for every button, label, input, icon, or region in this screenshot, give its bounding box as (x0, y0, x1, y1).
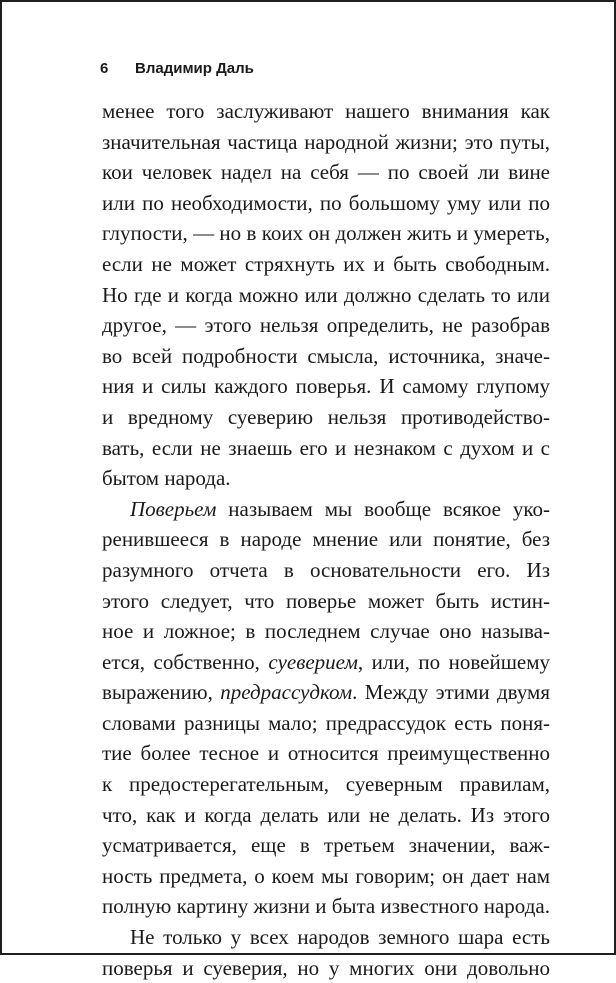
text-segment: что, как и когда делать или не делать. Из этого (102, 802, 550, 827)
text-segment: тие более тесное и относится преимущественно (102, 741, 550, 766)
text-segment: бытом народа. (102, 466, 231, 491)
text-segment: словами разницы мало; предрассудок есть поня- (102, 710, 550, 735)
text-segment: ное и ложное; в последнем случае оно называ- (102, 619, 550, 644)
text-segment: усматривается, еще в третьем значении, важ- (102, 833, 550, 858)
text-line (102, 830, 550, 861)
text-segment: к предостерегательным, суеверным правилам, (102, 772, 550, 797)
text-line (102, 738, 550, 769)
text-line (102, 769, 550, 800)
text-segment: разумного отчета в основательности его. Из (102, 557, 550, 582)
text-segment: полную картину жизни и быта известного народа. (102, 894, 550, 919)
text-segment: во всей подробности смысла, источника, значе- (102, 343, 550, 368)
text-segment: если не может стряхнуть их и быть свободным. (102, 251, 550, 276)
text-line (102, 188, 550, 219)
text-line (102, 800, 550, 831)
text-segment: менее того заслуживают нашего внимания как (102, 99, 550, 123)
text-segment: , или, по новейшему (357, 649, 550, 674)
text-segment: и вредному суеверию нельзя противодейство- (102, 404, 550, 429)
text-line (102, 708, 550, 739)
text-segment: другое, — этого нельзя определить, не разобрав (102, 313, 550, 338)
text-segment: ется, собственно, (102, 649, 269, 674)
text-segment: вать, если не знаешь его и незнаком с духом и с (102, 435, 550, 460)
text-line (102, 280, 550, 311)
text-line (102, 586, 550, 617)
italic-term: суеверием (268, 649, 358, 674)
text-segment: ность предмета, о коем мы говорим; он дает нам (102, 863, 550, 888)
text-segment: кои человек надел на себя — по своей ли вине (102, 160, 550, 185)
text-segment: ния и силы каждого поверья. И самому глупому (102, 374, 550, 399)
text-segment: поверья и суеверия, но у многих они довольно (102, 955, 550, 980)
body-text (102, 96, 550, 983)
text-segment: Не только у всех народов земного шара есть (130, 925, 550, 950)
italic-term: Поверьем (130, 496, 217, 521)
text-segment: значительная частица народной жизни; это путы, (102, 129, 550, 154)
italic-term: предрассудком (220, 680, 353, 705)
text-line (102, 677, 550, 708)
text-line (102, 555, 550, 586)
text-line (102, 891, 550, 922)
text-line (102, 402, 550, 433)
text-segment: . Между этими двумя (352, 680, 550, 705)
running-head (100, 60, 254, 77)
text-line (102, 647, 550, 678)
text-line (102, 433, 550, 464)
text-line (102, 371, 550, 402)
text-segment: этого следует, что поверье может быть истин- (102, 588, 550, 613)
text-segment: Но где и когда можно или должно сделать то или (102, 282, 550, 307)
text-line (102, 524, 550, 555)
text-line (102, 218, 550, 249)
text-line (102, 157, 550, 188)
text-line (102, 616, 550, 647)
text-line (102, 127, 550, 158)
text-line (102, 341, 550, 372)
author-name: Владимир Даль (135, 60, 254, 77)
page-number: 6 (100, 60, 109, 77)
text-segment: выражению, (102, 680, 221, 705)
text-line (102, 310, 550, 341)
text-segment: или по необходимости, по большому уму или по (102, 190, 550, 215)
text-line (102, 494, 550, 525)
text-segment: ренившееся в народе мнение или понятие, без (102, 527, 550, 552)
text-line (102, 922, 550, 953)
text-line (102, 953, 550, 983)
text-line (102, 249, 550, 280)
text-line (102, 463, 550, 494)
text-segment: называем мы вообще всякое уко- (216, 496, 550, 521)
text-line (102, 861, 550, 892)
text-line (102, 96, 550, 127)
text-segment: глупости, — но в коих он должен жить и умереть, (102, 221, 550, 246)
